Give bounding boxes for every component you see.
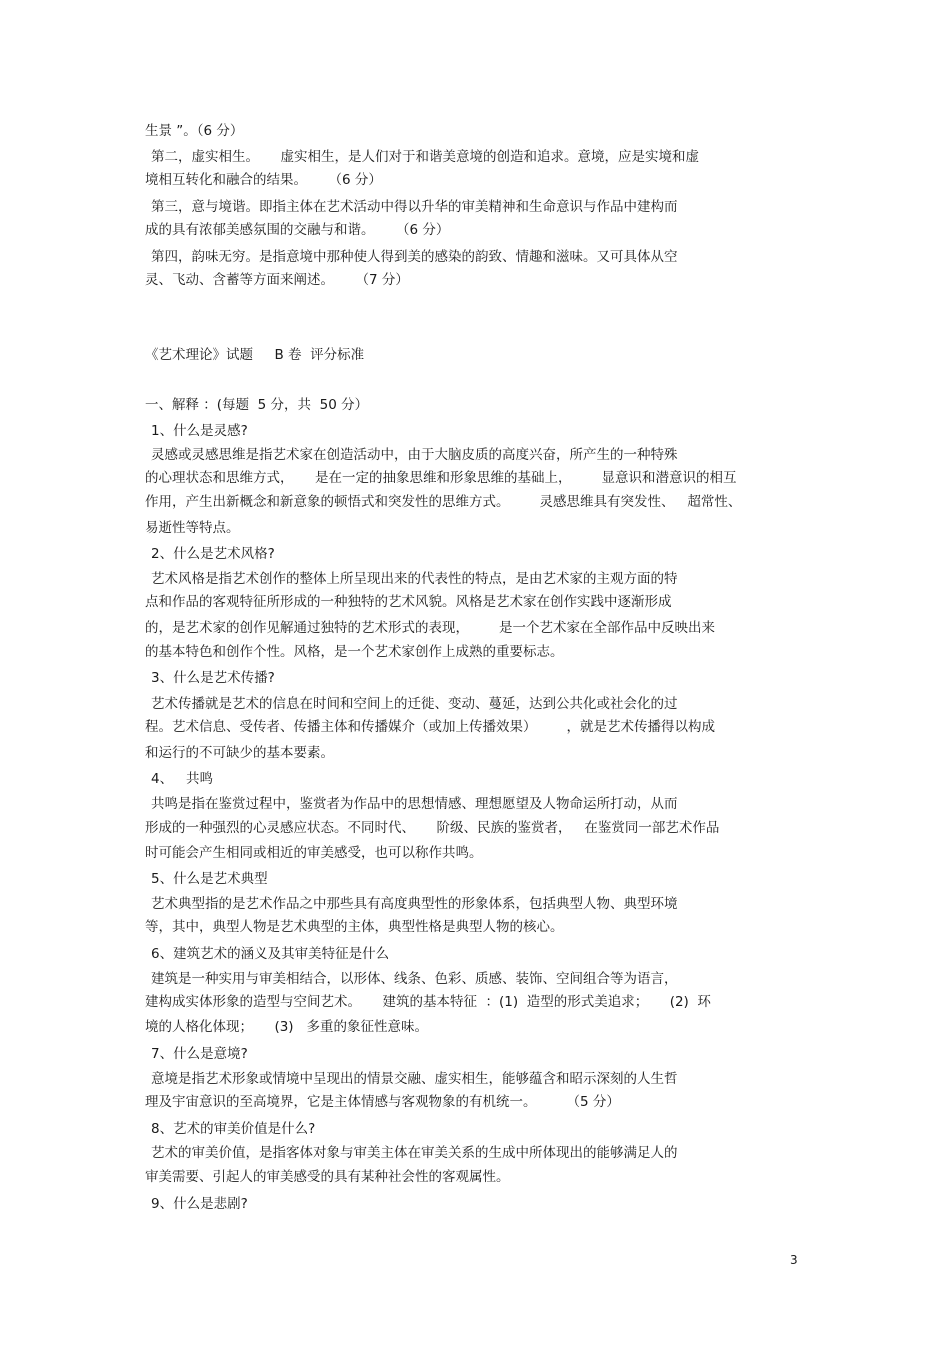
text-line: 境的人格化体现； (3) 多重的象征性意味。 <box>145 1019 428 1035</box>
text-line: 生景 ”。（6 分） <box>145 123 244 139</box>
text-line: 程。艺术信息、受传者、传播主体和传播媒介（或加上传播效果） ，就是艺术传播得以构成 <box>145 719 716 735</box>
text-line: 艺术的审美价值，是指客体对象与审美主体在审美关系的生成中所体现出的能够满足人的 <box>151 1145 678 1161</box>
text-line: 艺术传播就是艺术的信息在时间和空间上的迁徙、变动、蔓延，达到公共化或社会化的过 <box>151 696 678 712</box>
text-line: 时可能会产生相同或相近的审美感受，也可以称作共鸣。 <box>145 845 483 861</box>
text-line: 的，是艺术家的创作见解通过独特的艺术形式的表现， 是一个艺术家在全部作品中反映出来 <box>145 620 716 636</box>
text-line: 艺术典型指的是艺术作品之中那些具有高度典型性的形象体系，包括典型人物、典型环境 <box>151 896 678 912</box>
text-line: 一、解释 ：(每题 5 分，共 50 分） <box>145 397 369 413</box>
text-line: 第四，韵味无穷。是指意境中那种使人得到美的感染的韵致、情趣和滋味。又可具体从空 <box>151 249 678 265</box>
text-line: 灵感或灵感思维是指艺术家在创造活动中，由于大脑皮质的高度兴奋，所产生的一种特殊 <box>151 447 678 463</box>
text-line: 的基本特色和创作个性。风格，是一个艺术家创作上成熟的重要标志。 <box>145 644 564 660</box>
text-line: 1、什么是灵感? <box>151 423 248 439</box>
text-line: 4、 共鸣 <box>151 771 213 787</box>
text-line: 意境是指艺术形象或情境中呈现出的情景交融、虚实相生，能够蕴含和昭示深刻的人生哲 <box>151 1071 678 1087</box>
text-line: 易逝性等特点。 <box>145 520 240 536</box>
text-line: 等，其中，典型人物是艺术典型的主体，典型性格是典型人物的核心。 <box>145 919 564 935</box>
page-number: 3 <box>790 1253 798 1267</box>
text-line: 境相互转化和融合的结果。 （6 分） <box>145 172 382 188</box>
text-line: 第二，虚实相生。 虚实相生，是人们对于和谐美意境的创造和追求。意境，应是实境和虚 <box>151 149 699 165</box>
text-line: 第三，意与境谐。即指主体在艺术活动中得以升华的审美精神和生命意识与作品中建构而 <box>151 199 678 215</box>
text-line: 5、什么是艺术典型 <box>151 871 268 887</box>
text-line: 理及宇宙意识的至高境界，它是主体情感与客观物象的有机统一。 （5 分） <box>145 1094 620 1110</box>
text-line: 3、什么是艺术传播? <box>151 670 275 686</box>
text-line: 灵、飞动、含蓄等方面来阐述。 （7 分） <box>145 272 409 288</box>
text-line: 7、什么是意境? <box>151 1046 248 1062</box>
text-line: 点和作品的客观特征所形成的一种独特的艺术风貌。风格是艺术家在创作实践中逐渐形成 <box>145 594 672 610</box>
text-line: 2、什么是艺术风格? <box>151 546 275 562</box>
text-line: 建构成实体形象的造型与空间艺术。 建筑的基本特征 ：(1) 造型的形式美追求； (2) 环 <box>145 994 711 1010</box>
text-line: 作用，产生出新概念和新意象的顿悟式和突发性的思维方式。 灵感思维具有突发性、 超常性、 <box>145 494 742 510</box>
text-line: 的心理状态和思维方式， 是在一定的抽象思维和形象思维的基础上， 显意识和潜意识的相互 <box>145 470 737 486</box>
text-line: 成的具有浓郁美感氛围的交融与和谐。 （6 分） <box>145 222 450 238</box>
text-line: 审美需要、引起人的审美感受的具有某种社会性的客观属性。 <box>145 1169 510 1185</box>
text-line: 建筑是一种实用与审美相结合，以形体、线条、色彩、质感、装饰、空间组合等为语言， <box>151 971 678 987</box>
text-line: 形成的一种强烈的心灵感应状态。不同时代、 阶级、民族的鉴赏者， 在鉴赏同一部艺术作品 <box>145 820 720 836</box>
text-line: 9、什么是悲剧? <box>151 1196 248 1212</box>
text-line: 8、艺术的审美价值是什么? <box>151 1121 316 1137</box>
text-line: 6、建筑艺术的涵义及其审美特征是什么 <box>151 946 390 962</box>
text-line: 《艺术理论》试题 B 卷 评分标准 <box>145 347 365 363</box>
text-line: 和运行的不可缺少的基本要素。 <box>145 745 334 761</box>
text-line: 艺术风格是指艺术创作的整体上所呈现出来的代表性的特点，是由艺术家的主观方面的特 <box>151 571 678 587</box>
text-line: 共鸣是指在鉴赏过程中，鉴赏者为作品中的思想情感、理想愿望及人物命运所打动，从而 <box>151 796 678 812</box>
